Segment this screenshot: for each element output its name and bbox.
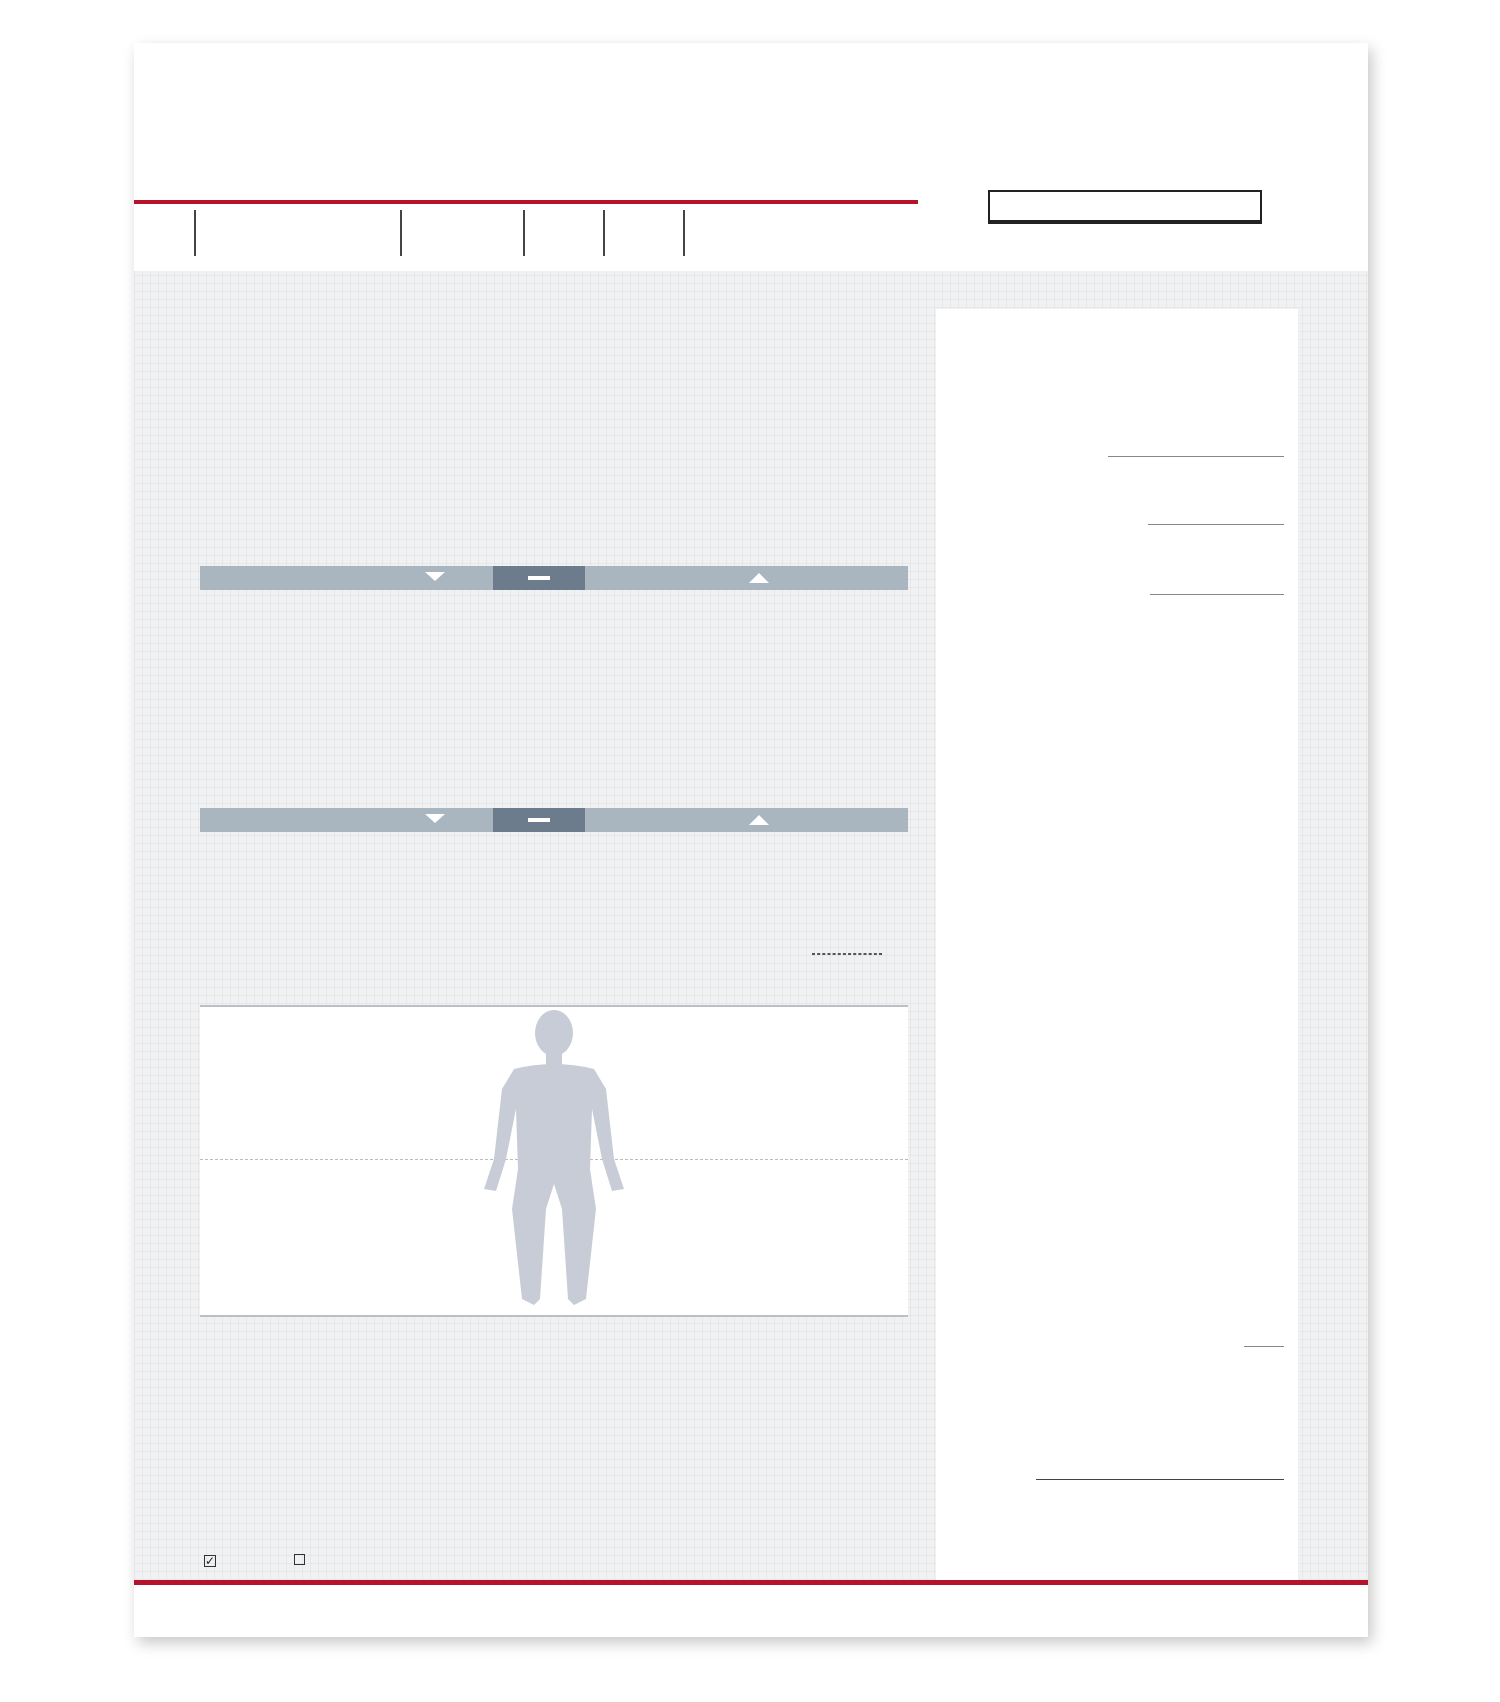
report-sheet xyxy=(134,43,1368,1637)
info-height xyxy=(400,210,508,256)
history-recent-toggle[interactable]: ✓ xyxy=(205,1554,216,1568)
slogan-box xyxy=(988,190,1262,224)
report-header xyxy=(134,43,1368,271)
history-total-toggle[interactable] xyxy=(294,1551,308,1569)
segmental-legend xyxy=(812,953,882,955)
control-fat-value xyxy=(1132,351,1148,376)
obesity-range-header xyxy=(200,808,908,832)
qr-code[interactable] xyxy=(1174,1359,1274,1459)
info-id xyxy=(194,210,380,256)
header-divider xyxy=(134,200,918,204)
control-lean-value xyxy=(1132,377,1148,402)
info-age xyxy=(523,210,597,256)
info-test-date xyxy=(683,210,883,256)
body-silhouette xyxy=(474,1009,634,1319)
segmental-panel xyxy=(200,1005,908,1317)
info-gender xyxy=(603,210,681,256)
mfa-range-header xyxy=(200,566,908,590)
right-panel xyxy=(936,309,1298,1592)
